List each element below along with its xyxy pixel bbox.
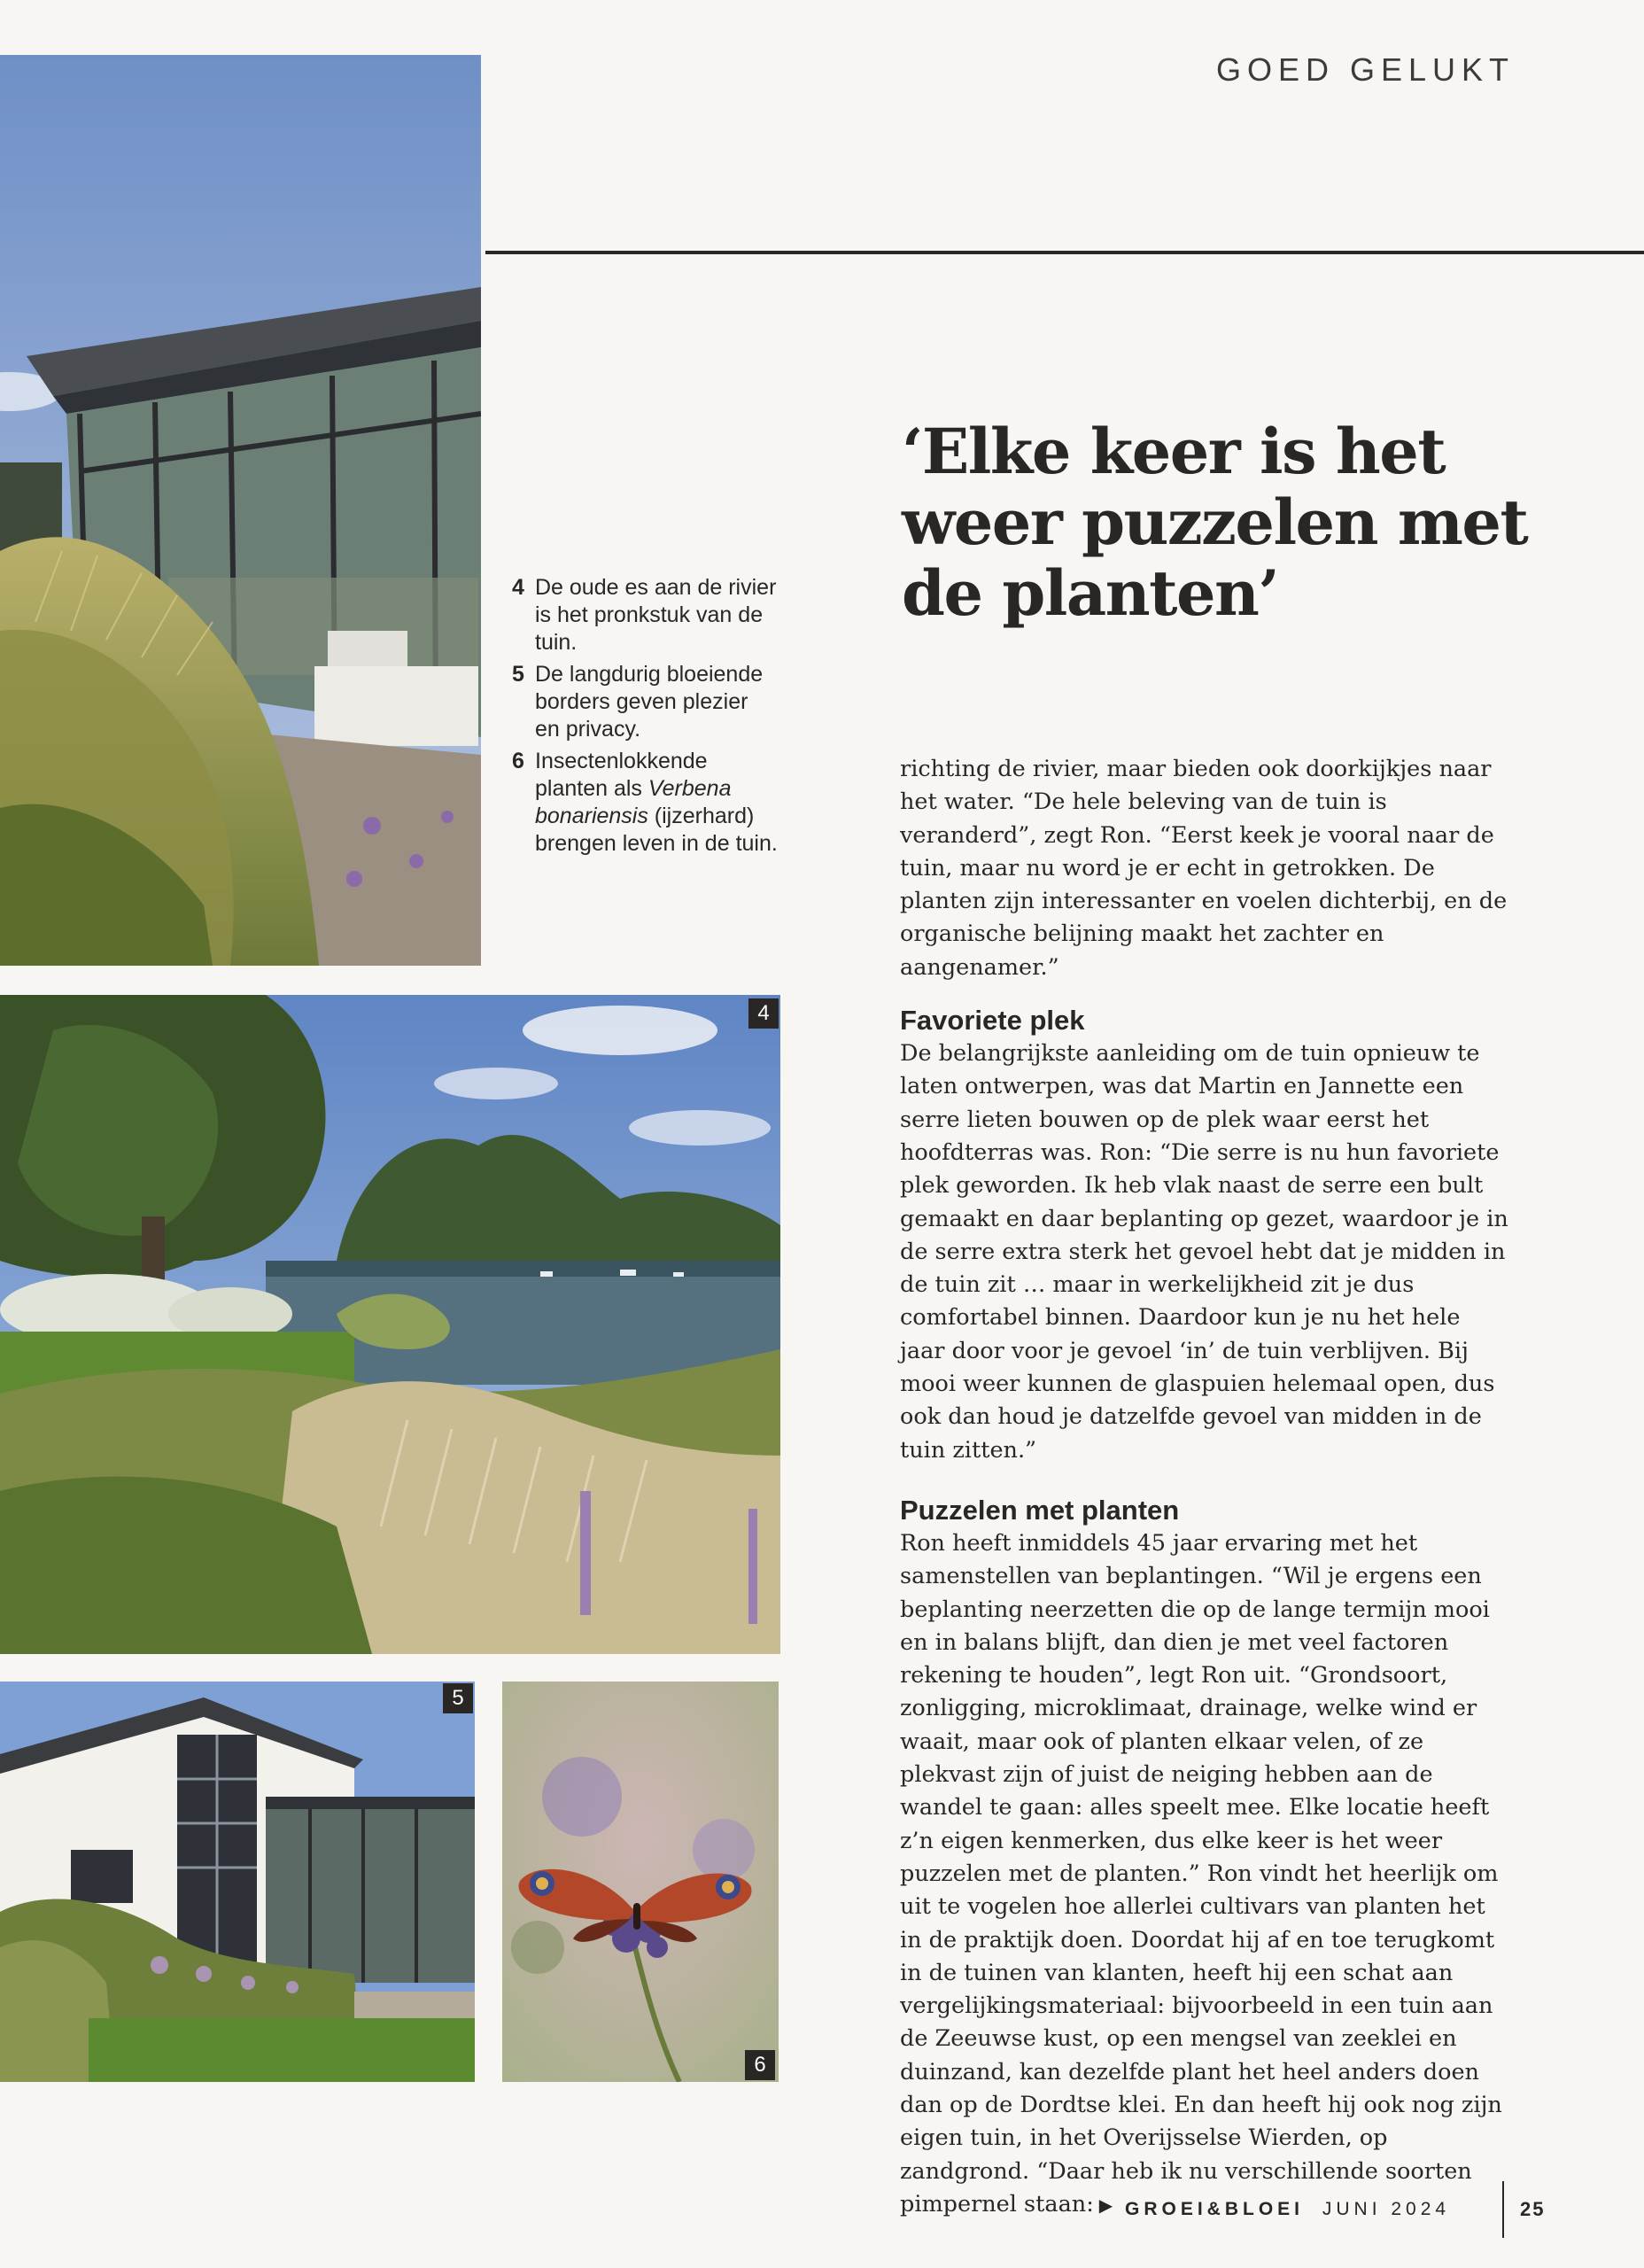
caption-text: (ijzerhard) brengen leven in de tuin.	[535, 804, 778, 856]
photo-conservatory	[0, 55, 481, 966]
caption-5	[512, 661, 778, 743]
page-number: 25	[1520, 2198, 1546, 2220]
subheading-favoriete-plek: Favoriete plek	[900, 1005, 1085, 1037]
article-headline: ‘Elke keer is het weer puzzelen met de planten’	[902, 415, 1528, 630]
article-body	[900, 753, 1511, 2222]
caption-text: De langdurig bloeiende borders geven plezier en privacy.	[535, 662, 764, 742]
caption-6	[512, 748, 778, 858]
caption-number: 5	[512, 662, 524, 687]
section-label: GOED GELUKT	[1215, 51, 1515, 88]
caption-number: 4	[512, 575, 524, 600]
body-intro-paragraph: richting de rivier, maar bieden ook doorkijkjes naar het water. “De hele beleving van de tuin is veranderd”, zegt Ron. “Eerst keek je vooral naar de tuin, maar nu word je er echt in getrokken. De planten zijn interessanter en voelen dichterbij, en de organische belijning maakt het zachter en aangenamer.”	[900, 756, 1508, 981]
caption-number: 6	[512, 749, 524, 773]
photo-number-badge: 6	[745, 2050, 775, 2080]
header-rule	[485, 251, 1644, 254]
house-borders-illustration	[0, 1682, 475, 2082]
photo-house-borders	[0, 1682, 475, 2082]
conservatory-illustration	[0, 55, 481, 966]
body-paragraph-text: Ron heeft inmiddels 45 jaar ervaring met het samenstellen van beplantingen. “Wil je ergens een beplanting neerzetten die op de lange termijn mooi en in balans blijft, dan dien je met veel factoren rekening te houden”, legt Ron uit. “Grondsoort, zonligging, microklimaat, drainage, welke wind er waait, maar ook of planten elkaar velen, of ze plekvast zijn of juist de neiging hebben aan de wandel te gaan: alles speelt mee. Elke locatie heeft z’n eigen kenmerken, dus elke keer is het weer puzzelen met de planten.” Ron vindt het heerlijk om uit te vogelen hoe allerlei cultivars van planten het in de praktijk doen. Doordat hij af en toe terugkomt in de tuinen van klanten, heeft hij een schat aan vergelijkingsmateriaal: bijvoorbeeld in een tuin aan de Zeeuwse kust, op een mengsel van zeeklei en duinzand, kan dezelfde plant het heel anders doen dan op de Dordtse klei. En dan heeft hij ook nog zijn eigen tuin, in het Overijsselse Wierden, op zandgrond. “Daar heb ik nu verschillende soorten pimpernel staan:	[900, 1529, 1502, 2218]
caption-plant-name: Verbena bonariensis	[535, 776, 732, 828]
subheading-puzzelen-met-planten: Puzzelen met planten	[900, 1494, 1180, 1526]
issue-date: JUNI 2024	[1322, 2199, 1451, 2219]
continue-arrow-icon: ▶	[1098, 2194, 1113, 2216]
photo-captions	[512, 574, 778, 862]
photo-number-badge: 4	[748, 998, 779, 1029]
photo-number-badge: 5	[443, 1683, 473, 1713]
body-paragraph: De belangrijkste aanleiding om de tuin opnieuw te laten ontwerpen, was dat Martin en Jannette een serre lieten bouwen op de plek waar eerst het hoofdterras was. Ron: “Die serre is nu hun favoriete plek geworden. Ik heb vlak naast de serre een bult gemaakt en daar beplanting op gezet, waardoor je in de serre extra sterk het gevoel hebt dat je midden in de tuin zit … maar in werkelijkheid zit je dus comfortabel binnen. Daardoor kun je nu het hele jaar door voor je gevoel ‘in’ de tuin verblijven. Bij mooi weer kunnen de glaspuien helemaal open, dus ook dan houd je datzelfde gevoel van midden in de tuin zitten.”	[900, 1040, 1508, 1464]
magazine-name: GROEI&BLOEI	[1125, 2199, 1305, 2219]
page-footer	[1125, 2199, 1450, 2220]
body-paragraph	[900, 1527, 1511, 2222]
butterfly-illustration	[502, 1682, 779, 2082]
caption-4	[512, 574, 778, 656]
river-garden-illustration	[0, 995, 780, 1654]
caption-text: Insectenlokkende planten als	[535, 749, 708, 801]
caption-text: De oude es aan de rivier is het pronkstuk van de tuin.	[535, 575, 777, 655]
photo-butterfly-verbena	[502, 1682, 779, 2082]
footer-divider	[1502, 2181, 1504, 2238]
photo-river-garden	[0, 995, 780, 1654]
